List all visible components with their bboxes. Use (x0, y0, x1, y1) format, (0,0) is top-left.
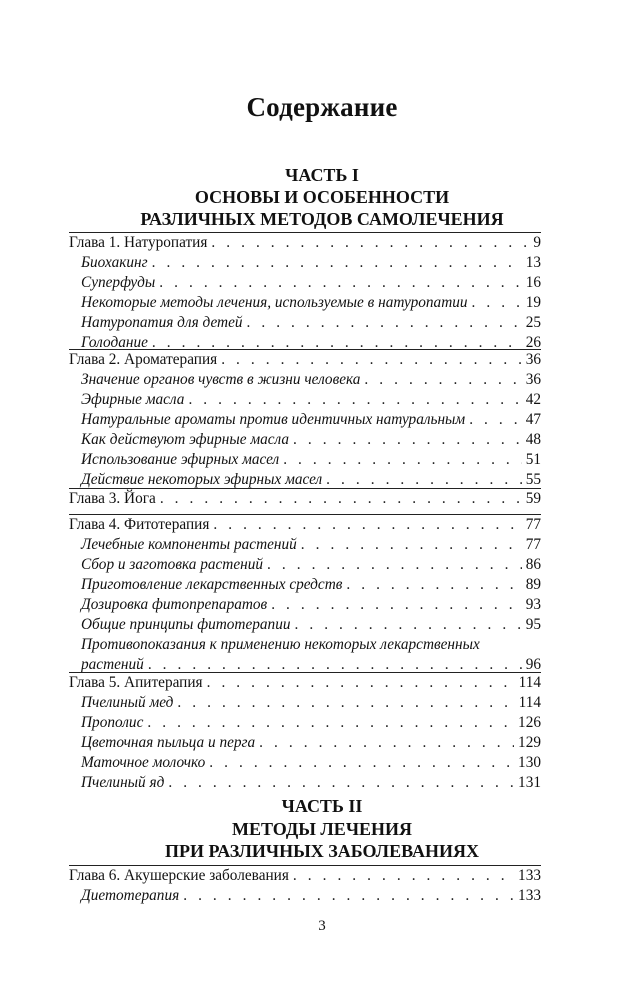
toc-entry-page: 16 (525, 274, 541, 291)
toc-entry-title: Пчелиный яд (81, 774, 165, 791)
toc-entry-title: Прополис (81, 714, 144, 731)
toc-entry[interactable] (69, 253, 541, 273)
toc-chapter-3 (69, 488, 541, 509)
page-title: Содержание (246, 92, 398, 122)
toc-chapter-4 (69, 514, 541, 675)
toc-entry-title: Пчелиный мед (81, 694, 174, 711)
toc-entry-page: 133 (518, 867, 541, 884)
toc-entry-title: Глава 1. Натуропатия (69, 234, 208, 251)
toc-entry-title: Некоторые методы лечения, используемые в натуропатии (81, 294, 468, 311)
toc-entry[interactable] (69, 273, 541, 293)
toc-entry-page: 42 (525, 391, 541, 408)
toc-entry-page: 25 (525, 314, 541, 331)
toc-entry-title: Маточное молочко (81, 754, 206, 771)
toc-entry-title: Лечебные компоненты растений (81, 536, 297, 553)
toc-entry-page: 96 (525, 656, 541, 673)
toc-entry-title: Как действуют эфирные масла (81, 431, 290, 448)
part2-label: ЧАСТЬ II (281, 796, 363, 816)
toc-entry[interactable] (69, 555, 541, 575)
toc-entry-title: Значение органов чувств в жизни человека (81, 371, 361, 388)
toc-chapter-2 (69, 349, 541, 490)
toc-entry[interactable] (69, 370, 541, 390)
toc-entry-page: 133 (518, 887, 541, 904)
toc-entry-page: 59 (525, 490, 541, 507)
toc-entry[interactable] (69, 293, 541, 313)
toc-entry-title: Биохакинг (81, 254, 148, 271)
toc-entry-page: 77 (525, 516, 541, 533)
toc-entry[interactable] (69, 313, 541, 333)
toc-entry-title: Дозировка фитопрепаратов (81, 596, 268, 613)
toc-entry-page: 86 (525, 556, 541, 573)
toc-entry-title: Диетотерапия (81, 887, 180, 904)
toc-chapter-6 (69, 865, 541, 906)
toc-entry-title: Действие некоторых эфирных масел (81, 471, 323, 488)
toc-entry-title: Цветочная пыльца и перга (81, 734, 256, 751)
toc-entry[interactable] (69, 575, 541, 595)
toc-entry-wrap-line[interactable] (69, 635, 541, 655)
toc-entry-page: 36 (525, 351, 541, 368)
toc-entry-chapter[interactable] (69, 673, 541, 693)
toc-entry[interactable] (69, 733, 541, 753)
part1-label: ЧАСТЬ I (285, 165, 359, 185)
toc-entry-page: 51 (525, 451, 541, 468)
part2-heading-line2: ПРИ РАЗЛИЧНЫХ ЗАБОЛЕВАНИЯХ (165, 841, 479, 861)
toc-entry-title: Натуропатия для детей (81, 314, 243, 331)
toc-entry-page: 47 (525, 411, 541, 428)
toc-entry[interactable] (69, 410, 541, 430)
toc-entry-chapter[interactable] (69, 515, 541, 535)
toc-entry-page: 9 (533, 234, 541, 251)
toc-entry[interactable] (69, 430, 541, 450)
toc-entry[interactable] (69, 773, 541, 793)
part1-heading-line1: ОСНОВЫ И ОСОБЕННОСТИ (194, 187, 450, 207)
part1-heading-line2: РАЗЛИЧНЫХ МЕТОДОВ САМОЛЕЧЕНИЯ (140, 209, 504, 229)
toc-entry-title: Приготовление лекарственных средств (81, 576, 343, 593)
toc-entry-page: 126 (518, 714, 541, 731)
toc-entry-title: Глава 3. Йога (69, 490, 156, 507)
toc-entry-title: Глава 4. Фитотерапия (69, 516, 210, 533)
toc-entry-title: Эфирные масла (81, 391, 185, 408)
toc-entry[interactable] (69, 390, 541, 410)
toc-entry-title: Суперфуды (81, 274, 156, 291)
toc-entry-chapter[interactable] (69, 350, 541, 370)
toc-entry[interactable] (69, 450, 541, 470)
toc-entry[interactable] (69, 535, 541, 555)
part1-heading (0, 186, 644, 230)
toc-entry-title: Противопоказания к применению некоторых лекарственных (81, 636, 480, 653)
toc-entry-page: 48 (525, 431, 541, 448)
toc-entry[interactable] (69, 693, 541, 713)
toc-entry-title: растений (81, 656, 144, 673)
toc-entry-page: 131 (518, 774, 541, 791)
toc-entry-page: 19 (525, 294, 541, 311)
toc-entry[interactable] (69, 470, 541, 490)
toc-entry-page: 95 (525, 616, 541, 633)
toc-entry-page: 89 (525, 576, 541, 593)
toc-entry-title: Глава 2. Ароматерапия (69, 351, 218, 368)
part2-heading (0, 818, 644, 862)
toc-entry[interactable] (69, 713, 541, 733)
toc-entry-chapter[interactable] (69, 489, 541, 509)
part2-heading-line1: МЕТОДЫ ЛЕЧЕНИЯ (231, 819, 413, 839)
toc-entry[interactable] (69, 886, 541, 906)
toc-entry-title: Натуральные ароматы против идентичных натуральным (81, 411, 466, 428)
toc-entry-title: Сбор и заготовка растений (81, 556, 264, 573)
toc-entry-page: 26 (525, 334, 541, 351)
toc-entry[interactable] (69, 753, 541, 773)
toc-entry-page: 13 (525, 254, 541, 271)
toc-entry-title: Голодание (81, 334, 148, 351)
toc-entry-page: 130 (518, 754, 541, 771)
toc-entry[interactable] (69, 595, 541, 615)
toc-chapter-5 (69, 672, 541, 793)
toc-entry-page: 36 (525, 371, 541, 388)
toc-entry-title: Глава 6. Акушерские заболевания (69, 867, 289, 884)
toc-entry-chapter[interactable] (69, 866, 541, 886)
toc-entry-page: 77 (525, 536, 541, 553)
toc-entry-title: Общие принципы фитотерапии (81, 616, 291, 633)
toc-entry-chapter[interactable] (69, 233, 541, 253)
toc-entry-page: 55 (525, 471, 541, 488)
toc-entry[interactable] (69, 615, 541, 635)
toc-entry-page: 114 (518, 694, 541, 711)
toc-entry-title: Глава 5. Апитерапия (69, 674, 203, 691)
toc-entry-page: 93 (525, 596, 541, 613)
footer-page-number: 3 (318, 918, 326, 934)
toc-chapter-1 (69, 232, 541, 353)
toc-entry-title: Использование эфирных масел (81, 451, 280, 468)
toc-entry-page: 114 (518, 674, 541, 691)
toc-entry-page: 129 (518, 734, 541, 751)
